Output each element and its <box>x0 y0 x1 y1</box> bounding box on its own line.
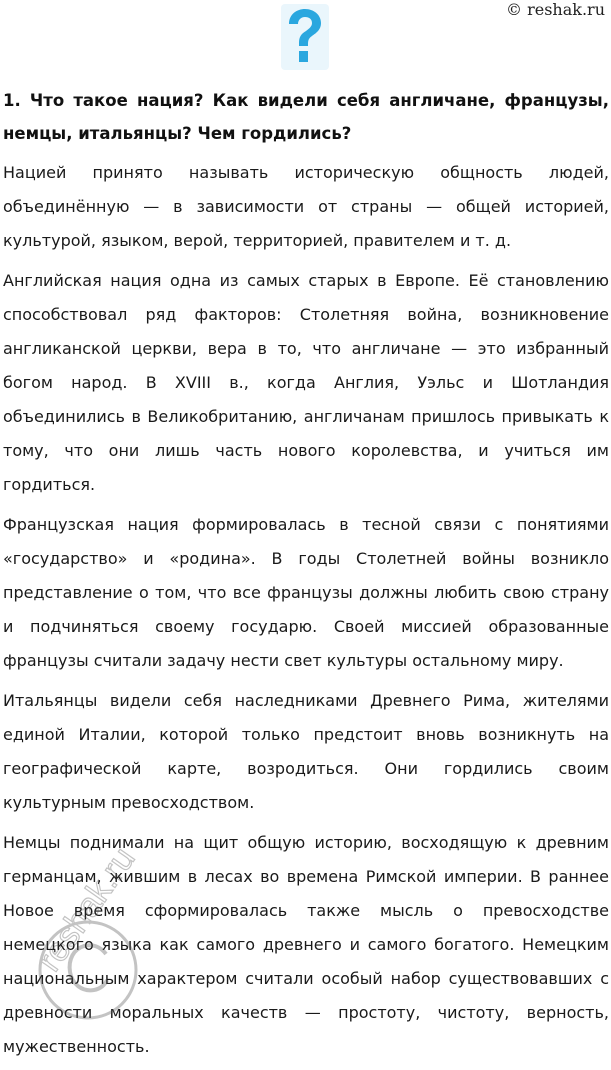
copyright-notice: © reshak.ru <box>506 0 605 19</box>
paragraph-english: Английская нация одна из самых старых в Европе. Её становлению способствовал ряд факторов: Столетняя война, возникновение англиканской церкви, вера в то, что англичане — это избранный богом народ. В XVIII в., когда Англия, Уэльс и Шотландия объединились в Великобританию, англичанам пришлось привыкать к тому, что они лишь часть нового королевства, и учиться им гордиться. <box>3 271 609 494</box>
answer-content <box>3 84 609 1070</box>
paragraph-french: Французская нация формировалась в тесной связи с понятиями «государство» и «родина». В годы Столетней войны возникло представление о том, что все французы должны любить свою страну и подчиняться своему государю. Своей миссией образованные французы считали задачу нести свет культуры остальному миру. <box>3 515 609 670</box>
question-heading: 1. Что такое нация? Как видели себя англичане, французы, немцы, итальянцы? Чем гордились? <box>3 91 609 143</box>
paragraph-germans: Немцы поднимали на щит общую историю, восходящую к древним германцам, жившим в лесах во времена Римской империи. В раннее Новое время сформировалась также мысль о превосходстве немецкого языка как самого древнего и самого богатого. Немецким национальным характером считали особый набор существовавших с древности моральных качеств — простоту, чистоту, верность, мужественность. <box>3 833 609 1056</box>
paragraph-italians: Итальянцы видели себя наследниками Древнего Рима, жителями единой Италии, которой только предстоит вновь возникнуть на географической карте, возродиться. Они гордились своим культурным превосходством. <box>3 691 609 812</box>
question-mark-badge <box>281 4 329 70</box>
watermark-text: reshak.ru <box>30 840 143 979</box>
paragraph-nation-definition: Нацией принято называть историческую общность людей, объединённую — в зависимости от страны — общей историей, культурой, языком, верой, территорией, правителем и т. д. <box>3 163 609 250</box>
question-mark-icon <box>285 8 325 66</box>
